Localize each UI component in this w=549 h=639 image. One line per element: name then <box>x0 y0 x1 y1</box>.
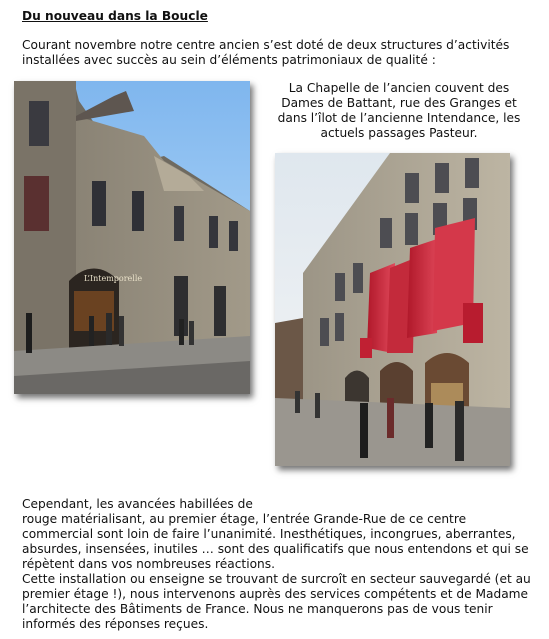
paragraph: Cependant, les avancées habillées de <box>22 497 253 511</box>
intro-text: Courant novembre notre centre ancien s’est doté de deux structures d’activités installées avec succès au sein d’éléments patrimoniaux de qualité : <box>22 38 510 67</box>
photo-caption: La Chapelle de l’ancien couvent des Dames de Battant, rue des Granges et dans l’îlot de l’ancienne Intendance, les actuels passages Pasteur. <box>277 81 521 140</box>
article-title: Du nouveau dans la Boucle <box>22 9 208 23</box>
shop-sign-text: L’Intemporelle <box>84 274 143 283</box>
paragraph: Cette installation ou enseigne se trouvant de surcroît en secteur sauvegardé (et au premier étage !), nous intervenons auprès des services compétents et de Madame l’architecte des Bâtiments de France. Nous ne manquerons pas de vous tenir informés des réponses reçues. <box>22 572 531 631</box>
chapel-photo <box>14 81 250 394</box>
passages-pasteur-photo <box>275 153 510 466</box>
paragraph: rouge matérialisant, au premier étage, l’entrée Grande-Rue de ce centre commercial sont loin de faire l’unanimité. Inesthétiques, incongrues, aberrantes, absurdes, insensées, inutiles … sont des qualificatifs que nous entendons et qui se répètent dans vos nombreuses réactions. <box>22 512 529 571</box>
body-text <box>22 497 532 632</box>
